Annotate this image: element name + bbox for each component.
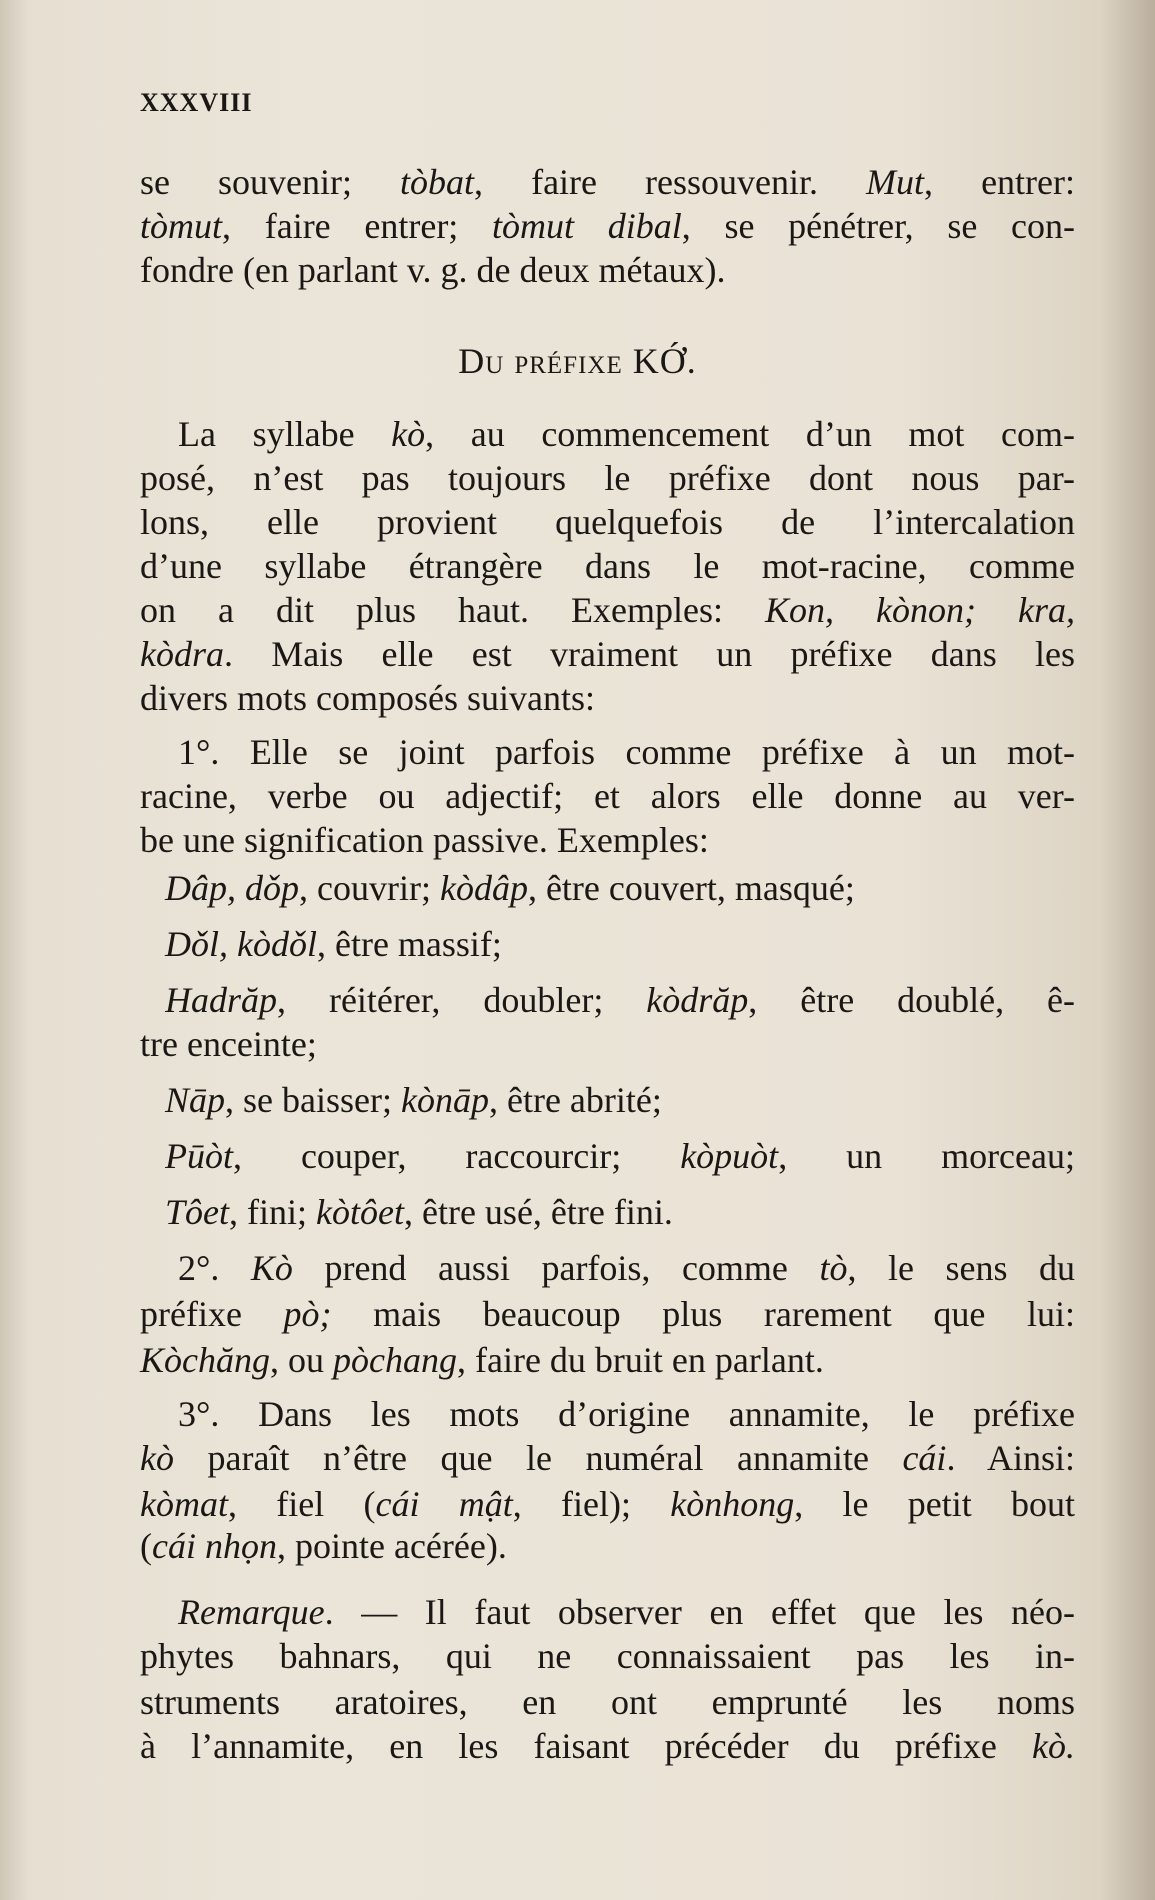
text-line: [165, 1078, 1075, 1122]
text-segment: , réitérer, doubler;: [277, 980, 647, 1020]
text-line: [178, 1590, 1075, 1634]
text-segment: , le petit bout: [794, 1484, 1075, 1524]
text-segment: préfixe: [140, 1294, 284, 1334]
text-segment: , un morceau;: [778, 1136, 1075, 1176]
text-line: [140, 1338, 1075, 1382]
italic-term: Kòchăng: [140, 1340, 270, 1380]
text-segment: , au commencement d’un mot com-: [425, 414, 1075, 454]
text-segment: , être massif;: [316, 924, 502, 964]
italic-term: kòdrăp: [646, 980, 749, 1020]
text-line: [165, 1134, 1075, 1178]
text-line: [140, 1292, 1075, 1336]
text-segment: on a dit plus haut. Exemples:: [140, 590, 766, 630]
text-segment: be une signification passive. Exemples:: [140, 820, 709, 860]
italic-term: Remarque: [178, 1592, 325, 1632]
text-segment: , ou: [270, 1340, 333, 1380]
italic-term: Mut: [866, 162, 925, 202]
italic-term: kò: [391, 414, 426, 454]
text-line: [140, 1634, 1075, 1678]
text-line: [178, 1246, 1075, 1290]
text-segment: La syllabe: [178, 414, 392, 454]
text-segment: (: [140, 1526, 152, 1566]
italic-term: Hadrăp: [165, 980, 278, 1020]
italic-term: Kon, kònon; kra,: [765, 590, 1075, 630]
italic-term: kòdra: [140, 634, 224, 674]
text-line: [140, 160, 1075, 204]
text-segment: . Ainsi:: [946, 1438, 1075, 1478]
italic-term: kòpuòt: [680, 1136, 779, 1176]
text-segment: racine, verbe ou adjectif; et alors elle donne au ver-: [140, 776, 1075, 816]
text-segment: lons, elle provient quelquefois de l’intercalation: [140, 502, 1075, 542]
text-segment: 1°. Elle se joint parfois comme préfixe à un mot-: [178, 732, 1075, 772]
italic-term: tòbat: [400, 162, 475, 202]
italic-term: tòmut: [140, 206, 223, 246]
italic-term: pòchang: [333, 1340, 457, 1380]
text-line: [140, 456, 1075, 500]
page-number: XXXVIII: [140, 88, 253, 117]
text-segment: , le sens du: [847, 1248, 1075, 1288]
text-line: [178, 1392, 1075, 1436]
text-segment: 2°.: [178, 1248, 251, 1288]
italic-term: kòdâp: [439, 868, 528, 908]
text-segment: , couvrir;: [299, 868, 440, 908]
text-line: [140, 544, 1075, 588]
italic-term: kònāp: [400, 1080, 489, 1120]
text-line: [140, 676, 1075, 720]
text-line: [178, 730, 1075, 774]
text-segment: . Mais elle est vraiment un préfixe dans les: [224, 634, 1075, 674]
text-line: [165, 978, 1075, 1022]
italic-term: cái nhọn: [152, 1526, 277, 1566]
italic-term: kò: [140, 1438, 174, 1478]
text-segment: struments aratoires, en ont emprunté les noms: [140, 1682, 1075, 1722]
text-segment: , faire entrer;: [222, 206, 493, 246]
italic-term: kònhong: [670, 1484, 795, 1524]
text-segment: , entrer:: [924, 162, 1075, 202]
text-segment: , être abrité;: [488, 1080, 662, 1120]
text-line: [140, 204, 1075, 248]
italic-term: cái mật: [375, 1484, 513, 1524]
text-segment: , fiel);: [512, 1484, 671, 1524]
italic-term: Nāp: [165, 1080, 226, 1120]
italic-term: Tôet: [165, 1192, 230, 1232]
text-segment: , fiel (: [227, 1484, 376, 1524]
text-segment: tre enceinte;: [140, 1024, 317, 1064]
text-line: [140, 818, 1075, 862]
text-line: [140, 500, 1075, 544]
text-segment: se souvenir;: [140, 162, 401, 202]
text-segment: , être usé, être fini.: [403, 1192, 673, 1232]
text-line: [140, 1482, 1075, 1526]
italic-term: kòmat: [140, 1484, 228, 1524]
text-segment: , faire du bruit en parlant.: [456, 1340, 824, 1380]
text-line: [140, 1022, 1075, 1066]
text-line: [140, 1436, 1075, 1480]
text-line: [165, 866, 1075, 910]
text-segment: mais beaucoup plus rarement que lui:: [331, 1294, 1075, 1334]
italic-term: Pūòt: [165, 1136, 233, 1176]
italic-term: pò;: [283, 1294, 332, 1334]
italic-term: Dǒl, kòdǒl: [165, 924, 317, 964]
italic-term: Dâp, dǒp: [165, 868, 299, 908]
text-segment: , fini;: [229, 1192, 317, 1232]
italic-term: tòmut dibal: [492, 206, 682, 246]
text-line: [140, 1524, 1075, 1568]
text-line: [140, 1724, 1075, 1768]
text-line: [140, 1680, 1075, 1724]
text-line: [140, 248, 1075, 292]
text-segment: divers mots composés suivants:: [140, 678, 595, 718]
text-segment: paraît n’être que le numéral annamite: [173, 1438, 903, 1478]
text-segment: , faire ressouvenir.: [474, 162, 867, 202]
text-line: [140, 588, 1075, 632]
italic-term: tò: [819, 1248, 848, 1288]
text-line: [178, 412, 1075, 456]
italic-term: cái: [902, 1438, 947, 1478]
text-segment: , couper, raccourcir;: [233, 1136, 681, 1176]
text-segment: d’une syllabe étrangère dans le mot-racine, comme: [140, 546, 1075, 586]
text-segment: phytes bahnars, qui ne connaissaient pas les in-: [140, 1636, 1075, 1676]
italic-term: kò.: [1032, 1726, 1075, 1766]
section-heading: Du préfixe KỚ.: [458, 341, 697, 381]
text-line: [165, 922, 1075, 966]
text-segment: prend aussi parfois, comme: [292, 1248, 820, 1288]
text-segment: , être couvert, masqué;: [527, 868, 855, 908]
italic-term: kòtôet: [316, 1192, 404, 1232]
text-segment: . — Il faut observer en effet que les néo-: [324, 1592, 1075, 1632]
text-segment: , pointe acérée).: [276, 1526, 507, 1566]
text-line: [140, 774, 1075, 818]
text-segment: , se baisser;: [225, 1080, 401, 1120]
text-segment: , être doublé, ê-: [748, 980, 1075, 1020]
text-segment: à l’annamite, en les faisant précéder du préfixe: [140, 1726, 1033, 1766]
text-line: [140, 632, 1075, 676]
text-segment: posé, n’est pas toujours le préfixe dont nous par-: [140, 458, 1075, 498]
text-segment: 3°. Dans les mots d’origine annamite, le préfixe: [178, 1394, 1075, 1434]
italic-term: Kò: [250, 1248, 293, 1288]
text-line: [165, 1190, 1075, 1234]
text-segment: , se pénétrer, se con-: [681, 206, 1075, 246]
text-segment: fondre (en parlant v. g. de deux métaux).: [140, 250, 726, 290]
